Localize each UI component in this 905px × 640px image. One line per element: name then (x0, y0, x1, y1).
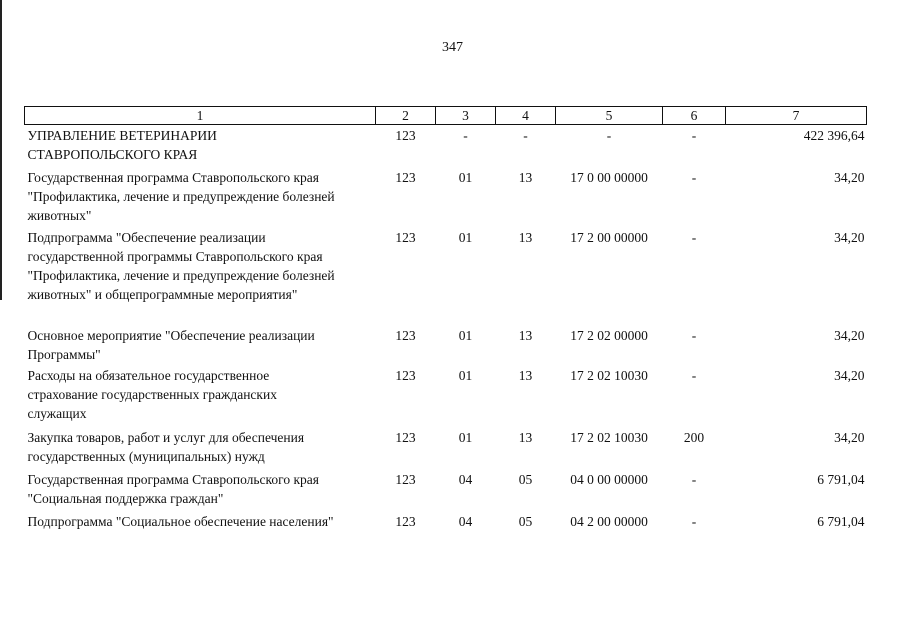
row-code-expense-type: - (691, 514, 697, 529)
row-code-subsection: 05 (518, 514, 533, 529)
row-code-ministry: 123 (395, 170, 416, 185)
column-header: 2 (376, 107, 436, 125)
column-header: 3 (436, 107, 496, 125)
row-code-expense-type: - (691, 128, 697, 143)
row-code-subsection: 13 (518, 230, 533, 245)
row-name: Основное мероприятие "Обеспечение реализации Программы" (27, 328, 315, 362)
row-amount: 34,20 (834, 430, 865, 445)
column-header: 6 (663, 107, 726, 125)
row-code-ministry: 123 (395, 368, 416, 383)
column-header: 5 (556, 107, 663, 125)
row-code-section: - (463, 128, 468, 143)
row-code-section: 01 (458, 430, 473, 445)
row-code-target: 17 2 00 00000 (570, 230, 648, 245)
row-code-expense-type: 200 (683, 430, 705, 445)
row-code-target: 17 2 02 10030 (570, 430, 648, 445)
row-name: Государственная программа Ставропольского края "Социальная поддержка граждан" (27, 472, 319, 506)
row-code-expense-type: - (691, 230, 697, 245)
row-code-target: 17 0 00 00000 (570, 170, 648, 185)
row-code-ministry: 123 (395, 128, 416, 143)
row-code-section: 01 (458, 328, 473, 343)
row-amount: 6 791,04 (817, 514, 865, 529)
row-code-section: 01 (458, 170, 473, 185)
row-code-section: 01 (458, 368, 473, 383)
table-row (25, 166, 867, 226)
row-amount: 34,20 (834, 230, 865, 245)
table-header-row (25, 107, 867, 125)
row-amount: 34,20 (834, 328, 865, 343)
row-code-target: 17 2 02 00000 (570, 328, 648, 343)
row-code-ministry: 123 (395, 514, 416, 529)
row-code-section: 04 (458, 472, 473, 487)
row-code-expense-type: - (691, 170, 697, 185)
row-code-ministry: 123 (395, 472, 416, 487)
row-code-section: 01 (458, 230, 473, 245)
row-code-subsection: 13 (518, 368, 533, 383)
row-code-ministry: 123 (395, 328, 416, 343)
table-row (25, 512, 867, 536)
row-amount: 34,20 (834, 170, 865, 185)
budget-table (24, 106, 867, 536)
row-code-target: 04 2 00 00000 (570, 514, 648, 529)
page-number: 347 (442, 40, 463, 55)
row-code-ministry: 123 (395, 430, 416, 445)
row-code-expense-type: - (691, 368, 697, 383)
table-row (25, 226, 867, 326)
row-code-target: 04 0 00 00000 (570, 472, 648, 487)
row-code-expense-type: - (691, 328, 697, 343)
row-code-subsection: - (523, 128, 528, 143)
row-name: Расходы на обязательное государственное страхование государственных гражданских служащих (27, 368, 277, 421)
row-code-ministry: 123 (395, 230, 416, 245)
row-name: Государственная программа Ставропольского края "Профилактика, лечение и предупреждение болезней животных" (27, 170, 335, 223)
column-header: 7 (726, 107, 867, 125)
row-code-subsection: 13 (518, 170, 533, 185)
row-name: Подпрограмма "Социальное обеспечение населения" (27, 514, 334, 529)
table-row (25, 326, 867, 366)
row-code-target: - (606, 128, 612, 143)
row-name: УПРАВЛЕНИЕ ВЕТЕРИНАРИИ СТАВРОПОЛЬСКОГО КРАЯ (27, 128, 217, 162)
row-code-section: 04 (458, 514, 473, 529)
row-name: Закупка товаров, работ и услуг для обеспечения государственных (муниципальных) нужд (27, 430, 305, 464)
table-row (25, 470, 867, 512)
row-name: Подпрограмма "Обеспечение реализации государственной программы Ставропольского края "Профилактика, лечение и предупреждение болезней животных" и общепрограммные мероприятия" (27, 230, 335, 302)
row-amount: 6 791,04 (817, 472, 865, 487)
column-header: 1 (25, 107, 376, 125)
row-code-target: 17 2 02 10030 (570, 368, 648, 383)
table-row (25, 366, 867, 428)
row-code-subsection: 13 (518, 328, 533, 343)
row-code-subsection: 13 (518, 430, 533, 445)
table-row (25, 125, 867, 167)
table-row (25, 428, 867, 470)
row-amount: 422 396,64 (803, 128, 865, 143)
row-code-expense-type: - (691, 472, 697, 487)
row-amount: 34,20 (834, 368, 865, 383)
row-code-subsection: 05 (518, 472, 533, 487)
column-header: 4 (496, 107, 556, 125)
